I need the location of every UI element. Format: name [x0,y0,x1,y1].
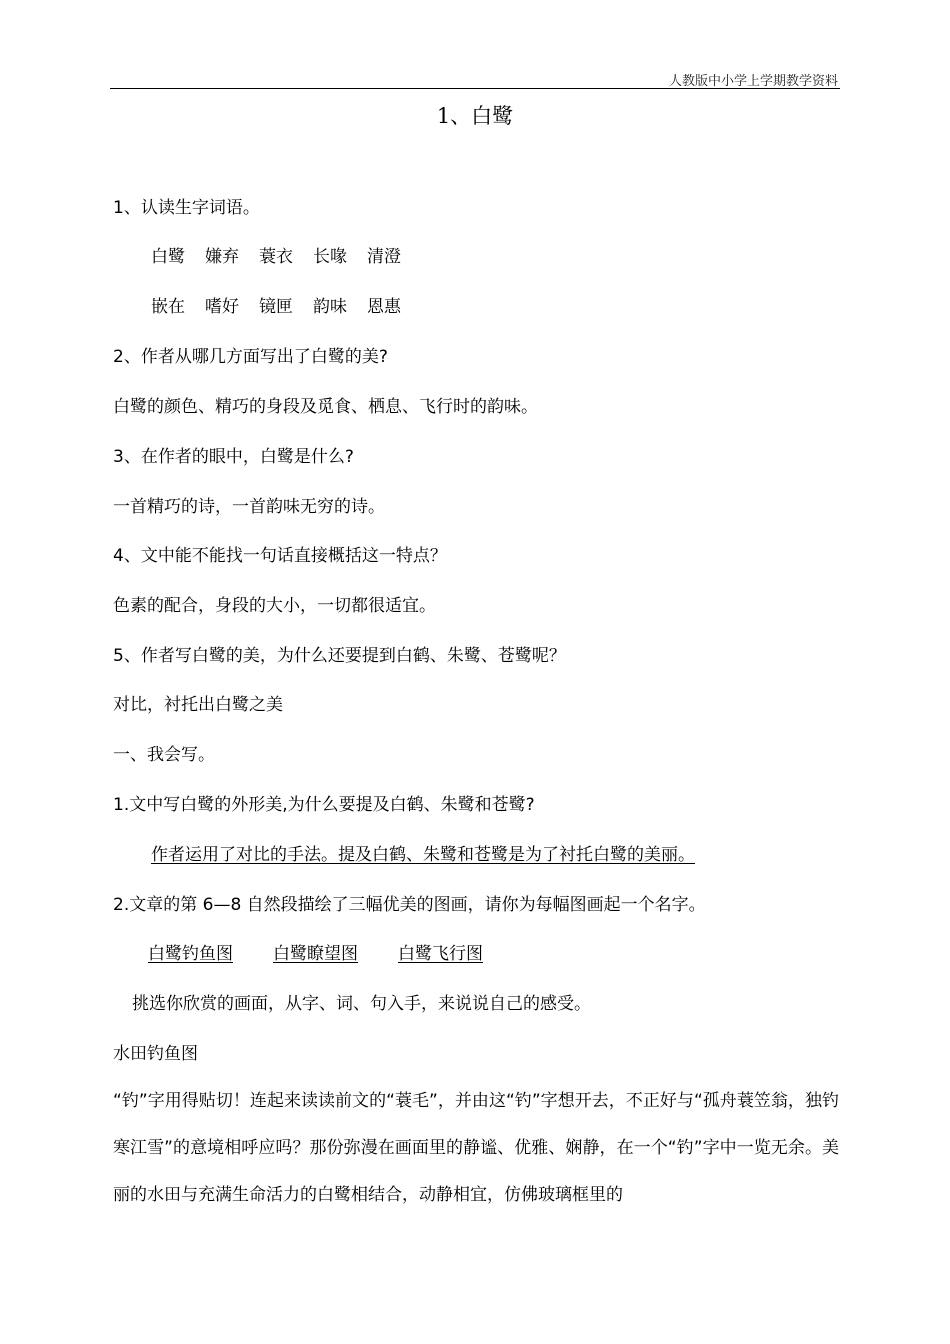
vocab-word: 恩惠 [367,297,401,317]
vocab-word: 嵌在 [151,297,185,317]
w1-answer: 作者运用了对比的手法。提及白鹤、朱鹭和苍鹭是为了衬托白鹭的美丽。 [151,845,695,865]
vocab-word: 嗜好 [205,297,239,317]
q3-answer: 一首精巧的诗，一首韵味无穷的诗。 [113,497,385,517]
vocab-row-2 [151,296,421,318]
picture-name: 白鹭瞭望图 [273,944,358,964]
q4-answer: 色素的配合，身段的大小，一切都很适宜。 [113,596,436,616]
picture-name: 白鹭钓鱼图 [148,944,233,964]
q2-question: 2、作者从哪几方面写出了白鹭的美? [113,347,388,367]
picture-name: 白鹭飞行图 [398,944,483,964]
q5-answer: 对比，衬托出白鹭之美 [113,695,283,715]
vocab-row-1 [151,246,421,268]
vocab-word: 长喙 [313,247,347,267]
q2-answer: 白鹭的颜色、精巧的身段及觅食、栖息、飞行时的韵味。 [113,397,538,417]
analysis-paragraph: “钓”字用得贴切！连起来读读前文的“蓑毛”，并由这“钓”字想开去，不正好与“孤舟蓑笠翁，独钓寒江雪”的意境相呼应吗？那份弥漫在画面里的静谧、优雅、娴静，在一个“钓”字中一览无余。美丽的水田与充满生命活力的白鹭相结合，动静相宜，仿佛玻璃框里的 [113,1091,839,1205]
header-text: 人教版中小学上学期教学资料 [668,74,838,89]
vocab-word: 清澄 [367,247,401,267]
q1-label: 1、认读生字词语。 [113,198,260,218]
scene-title: 水田钓鱼图 [113,1044,198,1064]
w1-question: 1.文中写白鹭的外形美,为什么要提及白鹤、朱鹭和苍鹭? [113,795,535,815]
vocab-word: 嫌弃 [205,247,239,267]
q3-question: 3、在作者的眼中，白鹭是什么? [113,447,354,467]
page-title: 1、白鹭 [436,104,514,128]
vocab-word: 韵味 [313,297,347,317]
page-header [110,68,840,89]
vocab-word: 蓑衣 [259,247,293,267]
vocab-word: 白鹭 [151,247,185,267]
vocab-word: 镜匣 [259,297,293,317]
q4-question: 4、文中能不能找一句话直接概括这一特点？ [113,546,447,566]
w2-question: 2.文章的第 6—8 自然段描绘了三幅优美的图画，请你为每幅图画起一个名字。 [113,895,706,915]
w2-answers [148,943,483,965]
section-heading: 一、我会写。 [113,745,215,765]
prompt-text: 挑选你欣赏的画面，从字、词、句入手，来说说自己的感受。 [132,994,591,1014]
q5-question: 5、作者写白鹭的美，为什么还要提到白鹤、朱鹭、苍鹭呢？ [113,646,566,666]
